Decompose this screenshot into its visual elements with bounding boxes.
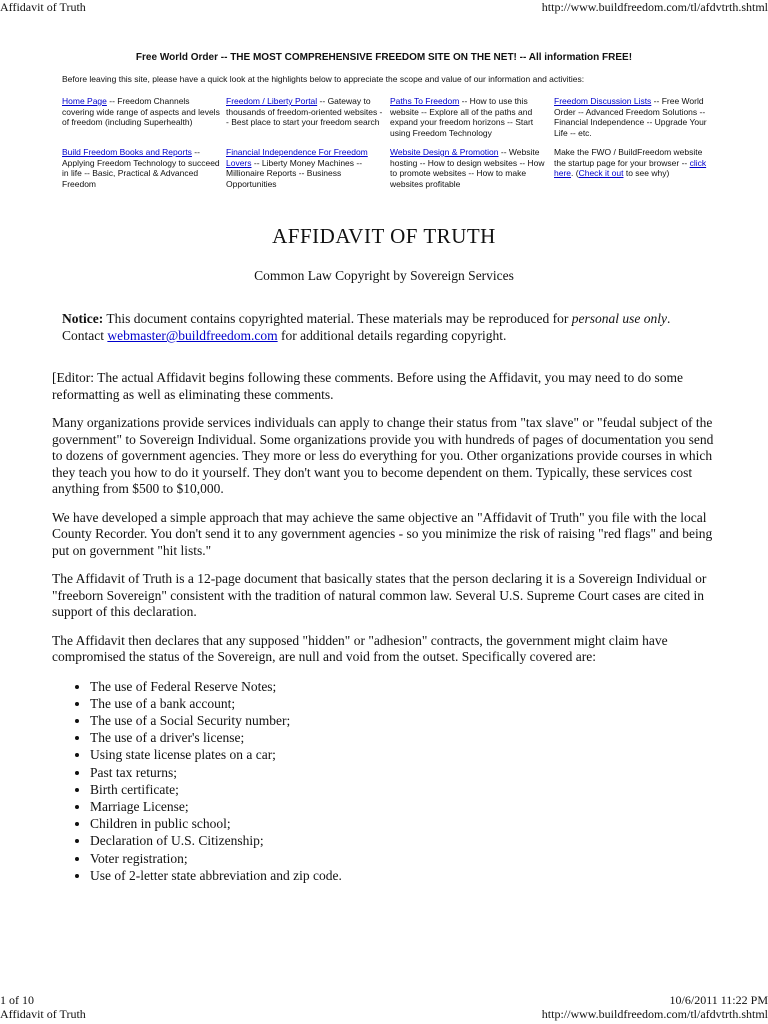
list-item: • The use of a driver's license; — [90, 729, 720, 746]
footer-datetime: 10/6/2011 11:22 PM — [669, 993, 768, 1007]
footer-url: http://www.buildfreedom.com/tl/afdvtrth.shtml — [541, 1007, 768, 1021]
paragraph: The Affidavit of Truth is a 12-page document that basically states that the person declaring it is a Sovereign Individual or "freeborn Sovereign" consistent with the tradition of natural common law. Several U.S. Supreme Court cases are cited in support of this declaration. — [52, 571, 707, 619]
intro-text: Before leaving this site, please have a quick look at the highlights below to appreciate the scope and value of our information and activities: — [62, 74, 585, 84]
startup-text-post: to see why) — [623, 168, 670, 178]
highlight-desc: -- Website hosting -- How to design websites -- How to promote websites -- How to make websites profitable — [390, 147, 545, 189]
paragraph: The Affidavit then declares that any supposed "hidden" or "adhesion" contracts, the government might claim have compromised the status of the Sovereign, are null and void from the outset. Specifically covered are: — [52, 632, 668, 664]
books-reports-link[interactable]: Build Freedom Books and Reports — [62, 147, 192, 157]
article-body — [52, 370, 720, 884]
click-here-link[interactable]: click here — [554, 157, 707, 178]
notice-text: This document contains copyrighted material. These materials may be reproduced for — [103, 311, 572, 326]
list-item: • Birth certificate; — [90, 781, 720, 798]
list-item: • The use of a bank account; — [90, 695, 720, 712]
notice-text-3: for additional details regarding copyright. — [277, 328, 507, 343]
list-item: • Past tax returns; — [90, 764, 720, 781]
freedom-portal-link[interactable]: Freedom / Liberty Portal — [226, 96, 318, 106]
footer-page-title: Affidavit of Truth — [0, 1007, 86, 1021]
document-subtitle: Common Law Copyright by Sovereign Services — [254, 268, 514, 283]
notice-label: Notice: — [62, 311, 104, 326]
paragraph: Many organizations provide services individuals can apply to change their status from "tax slave" or "feudal subject of the government" to Sovereign Individual. Some organizations provide you with hundreds of pages of documentation you send to dozens of government agencies. They more or less do everything for you. Other organizations provide courses in which they teach you how to do it yourself. They don't want you to become dependent on them. Typically, these services cost anything from $500 to $10,000. — [52, 415, 714, 496]
header-page-title: Affidavit of Truth — [0, 0, 86, 14]
list-item: • Voter registration; — [90, 850, 720, 867]
highlight-desc: -- Gateway to thousands of freedom-oriented websites -- Best place to start your freedom search — [226, 96, 383, 127]
discussion-lists-link[interactable]: Freedom Discussion Lists — [554, 96, 652, 106]
footer-page-number: 1 of 10 — [0, 993, 34, 1007]
paths-to-freedom-link[interactable]: Paths To Freedom — [390, 96, 460, 106]
highlight-desc: -- Free World Order -- Advanced Freedom Solutions -- Financial Independence -- Upgrade Your Life -- etc. — [554, 96, 707, 138]
highlight-discussion — [554, 96, 714, 138]
home-page-link[interactable]: Home Page — [62, 96, 107, 106]
list-item: • The use of a Social Security number; — [90, 712, 720, 729]
list-item: • Use of 2-letter state abbreviation and zip code. — [90, 867, 720, 884]
startup-text: Make the FWO / BuildFreedom website the startup page for your browser -- — [554, 147, 703, 168]
financial-independence-link[interactable]: Financial Independence For Freedom Lovers — [226, 147, 368, 168]
site-banner: Free World Order -- THE MOST COMPREHENSIVE FREEDOM SITE ON THE NET! -- All information FREE! — [135, 52, 633, 63]
highlight-website — [390, 147, 554, 189]
webmaster-email-link[interactable]: webmaster@buildfreedom.com — [107, 328, 278, 343]
startup-text-mid: . ( — [571, 168, 579, 178]
list-item: • Children in public school; — [90, 815, 720, 832]
check-it-out-link[interactable]: Check it out — [578, 168, 624, 178]
highlights-grid — [62, 96, 712, 189]
notice-italic: personal use only — [571, 311, 667, 326]
highlight-desc: -- Applying Freedom Technology to succeed in life -- Basic, Practical & Advanced Freedom — [62, 147, 220, 189]
covered-items-list — [52, 678, 720, 884]
website-design-link[interactable]: Website Design & Promotion — [390, 147, 499, 157]
highlight-desc: -- Liberty Money Machines -- Millionaire Reports -- Business Opportunities — [226, 157, 363, 189]
highlight-books — [62, 147, 226, 189]
highlight-desc: -- Freedom Channels covering wide range of aspects and levels of freedom (including Superhealth) — [62, 96, 220, 127]
highlight-financial — [226, 147, 390, 189]
editor-note: [Editor: The actual Affidavit begins following these comments. Before using the Affidavit, you may need to do some reformatting as well as eliminating these comments. — [52, 370, 683, 402]
print-header — [0, 0, 768, 14]
print-footer — [0, 993, 768, 1023]
highlight-desc: -- How to use this website -- Explore all of the paths and expand your freedom horizons -- Start using Freedom Technology — [390, 96, 534, 138]
list-item: • Marriage License; — [90, 798, 720, 815]
document-title: AFFIDAVIT OF TRUTH — [272, 224, 496, 248]
header-url: http://www.buildfreedom.com/tl/afdvtrth.shtml — [541, 0, 768, 14]
notice-text-2: . Contact — [62, 311, 671, 343]
list-item: • Declaration of U.S. Citizenship; — [90, 832, 720, 849]
list-item: • The use of Federal Reserve Notes; — [90, 678, 720, 695]
copyright-notice — [62, 310, 702, 344]
paragraph: We have developed a simple approach that may achieve the same objective an "Affidavit of Truth" you file with the local County Recorder. You don't send it to any government agencies - so you minimize the risk of raising "red flags" and being put on government "hit lists." — [52, 509, 713, 558]
highlight-paths — [390, 96, 554, 138]
highlight-home — [62, 96, 226, 138]
highlight-startup — [554, 147, 714, 189]
list-item: • Using state license plates on a car; — [90, 746, 720, 763]
highlight-portal — [226, 96, 390, 138]
